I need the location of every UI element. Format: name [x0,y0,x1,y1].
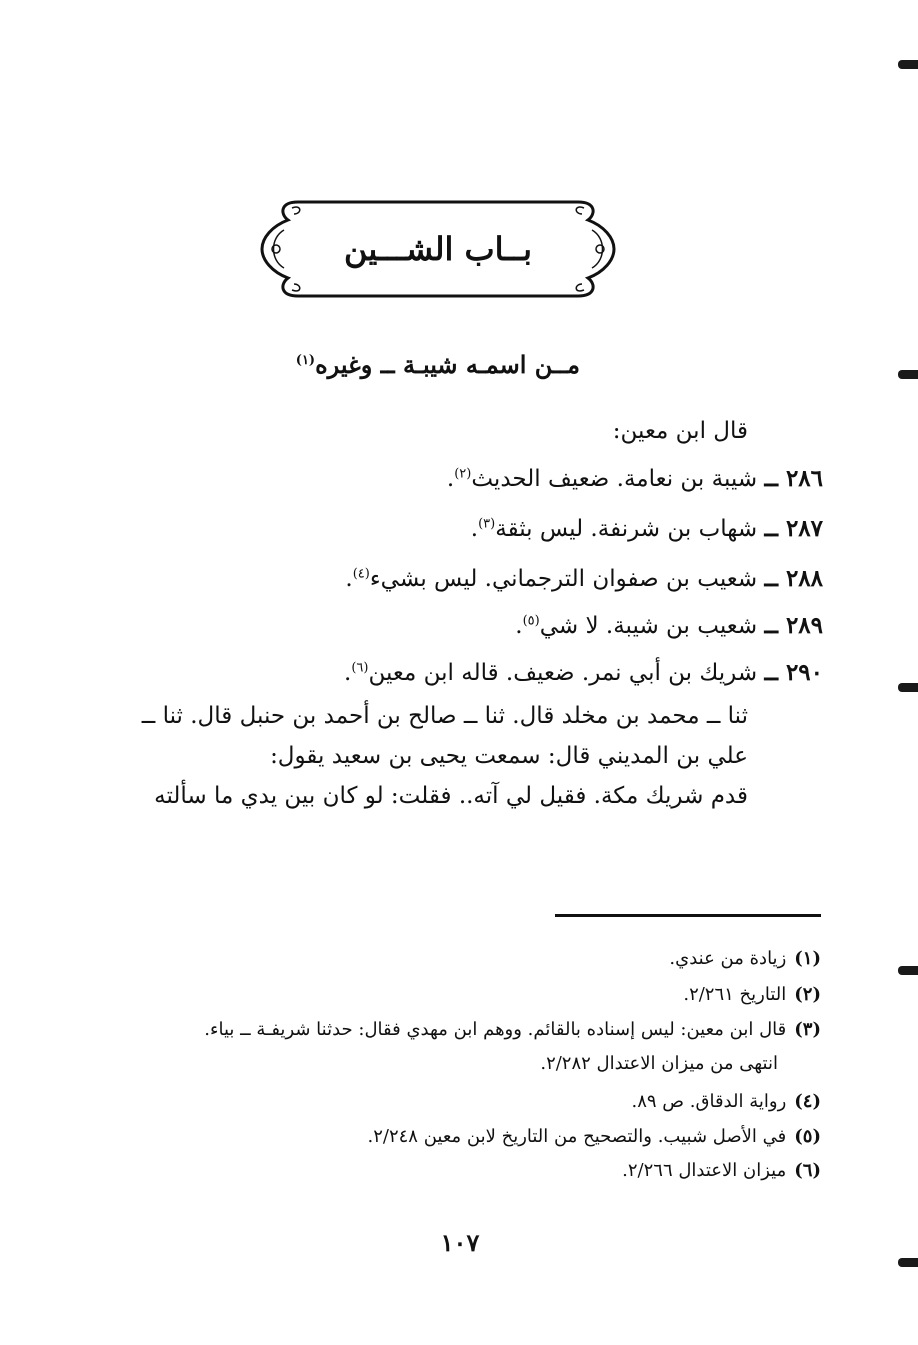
footnote-ref: (٦) [351,660,369,676]
footnote [622,1160,821,1181]
footnote-ref: (٣) [478,516,496,532]
entry-text: شعيب بن شيبة. لا شي [539,613,758,639]
entry-number: ٢٨٩ ــ [764,612,823,639]
footnote-text: رواية الدقاق. ص ٨٩. [631,1091,787,1112]
footnote [204,1019,821,1040]
footnote [367,1126,821,1147]
footnote-number: (٢) [794,984,821,1005]
footnote-number: (٤) [794,1091,821,1112]
footnote-ref: (٤) [352,566,370,582]
entry-text: شيبة بن نعامة. ضعيف الحديث [471,466,758,492]
footnote-text: قال ابن معين: ليس إسناده بالقائم. ووهم ابن مهدي فقال: حدثنا شريفـة ــ بياء. [204,1019,787,1040]
footnote-number: (٦) [794,1160,821,1181]
entry-end: . [345,566,353,592]
narration-line: ثنا ــ محمد بن مخلد قال. ثنا ــ صالح بن أحمد بن حنبل قال. ثنا ــ [141,703,748,729]
footnote-number: (٣) [794,1019,821,1040]
entry-290 [344,659,823,686]
footnote-text: في الأصل شبيب. والتصحيح من التاريخ لابن معين ٢/٢٤٨. [367,1126,787,1147]
entry-289 [515,612,823,639]
entry-number: ٢٩٠ ــ [764,659,823,686]
edge-mark [898,60,918,69]
footnote-number: (١) [794,948,821,969]
footnote-continuation: انتهى من ميزان الاعتدال ٢/٢٨٢. [540,1053,778,1074]
entry-text: شهاب بن شرنفة. ليس بثقة [495,516,758,542]
footnote [669,948,821,969]
entry-end: . [515,613,523,639]
footnote-number: (٥) [794,1126,821,1147]
entry-number: ٢٨٨ ــ [764,565,823,592]
edge-mark [898,966,918,975]
section-subtitle [200,350,580,379]
intro-line: قال ابن معين: [612,418,748,444]
footnote [632,1091,822,1112]
chapter-title-frame [258,200,618,298]
entry-288 [345,565,823,592]
edge-mark [898,1258,918,1267]
footnote-separator [555,914,821,917]
narration-line: علي بن المديني قال: سمعت يحيى بن سعيد يقول: [270,743,748,769]
footnote-ref: (٥) [522,613,540,629]
entry-text: شريك بن أبي نمر. ضعيف. قاله ابن معين [368,660,758,686]
entry-287 [471,515,823,542]
page-number: ١٠٧ [440,1228,480,1257]
chapter-title: بــاب الشـــين [344,230,532,268]
edge-mark [898,683,918,692]
entry-number: ٢٨٦ ــ [764,465,823,492]
footnote-text: ميزان الاعتدال ٢/٢٦٦. [622,1160,787,1181]
entry-text: شعيب بن صفوان الترجماني. ليس بشيء [369,566,758,592]
subtitle-text: مــن اسمـه شيبـة ــ وغيره [315,350,580,379]
entry-286 [447,465,823,492]
narration-line: قدم شريك مكة. فقيل لي آته.. فقلت: لو كان بين يدي ما سألته [154,783,748,809]
footnote-ref: (١) [295,353,316,368]
edge-mark [898,370,918,379]
entry-number: ٢٨٧ ــ [764,515,823,542]
entry-end: . [446,466,455,492]
footnote-ref: (٢) [454,466,472,482]
entry-end: . [344,660,352,686]
footnote [683,984,821,1005]
footnote-text: زيادة من عندي. [669,948,787,969]
entry-end: . [470,516,479,542]
footnote-text: التاريخ ٢/٢٦١. [683,984,787,1005]
